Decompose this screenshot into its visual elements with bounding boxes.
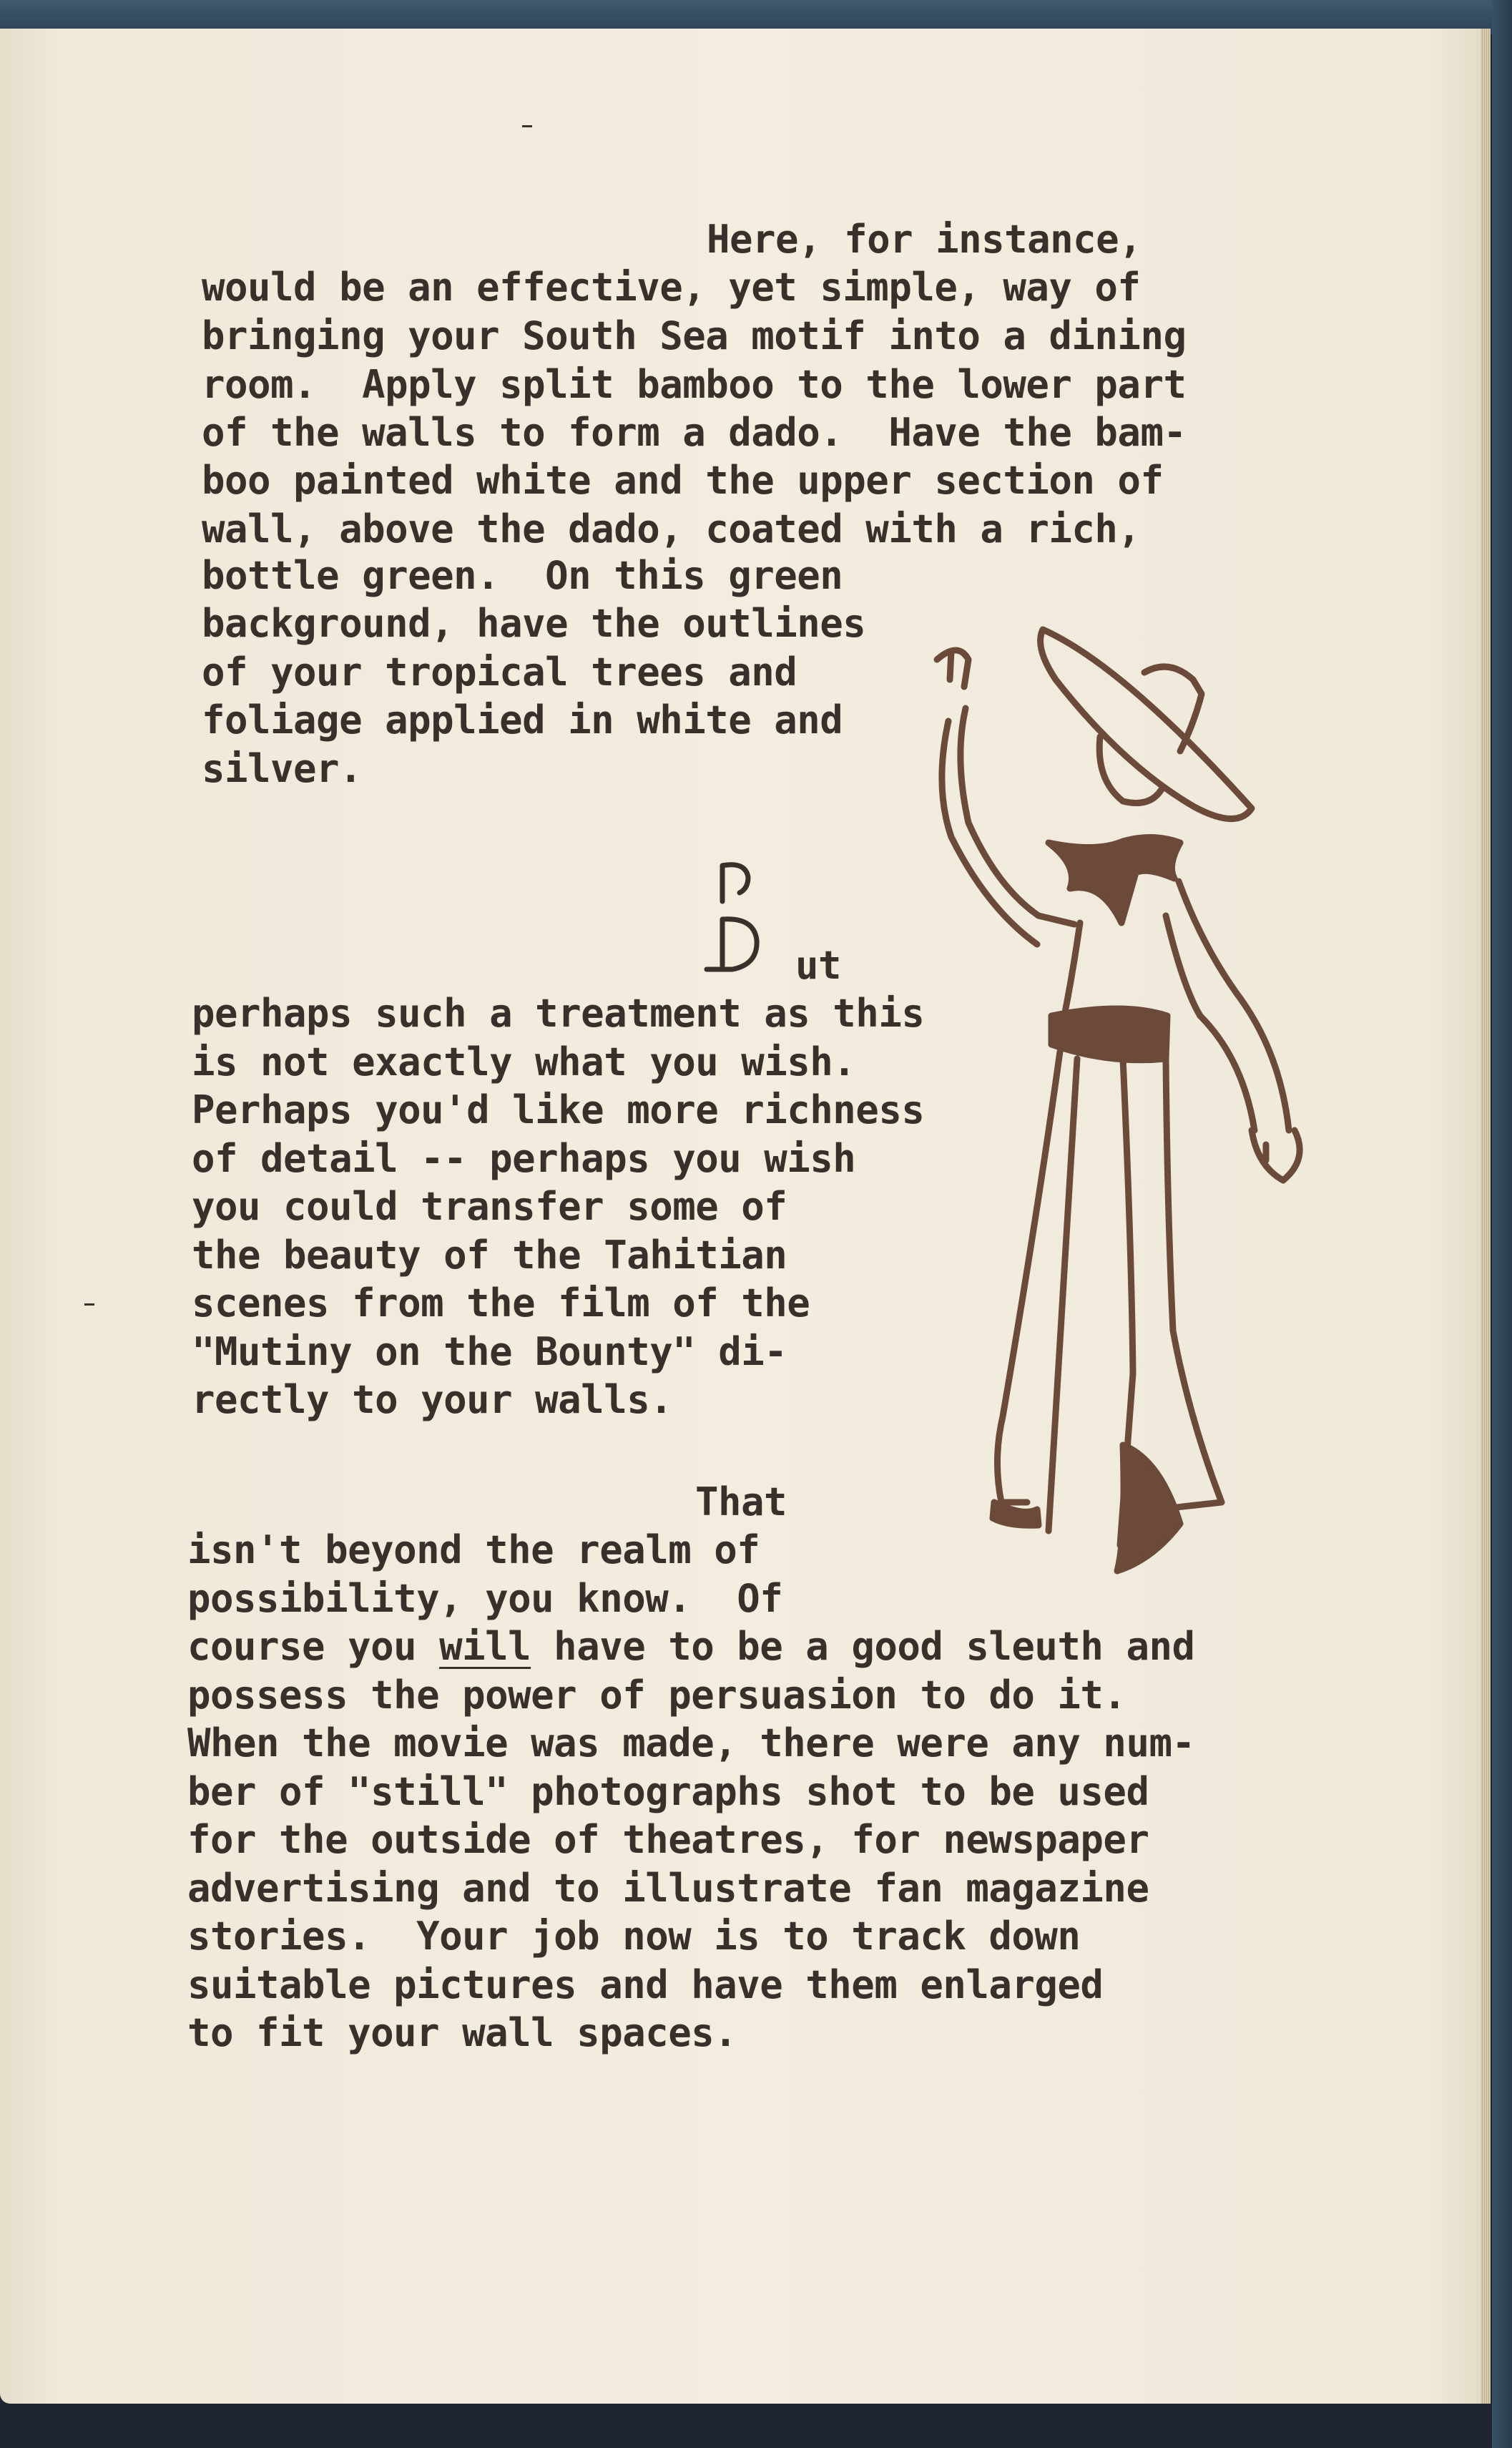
text-fragment: have to be a good sleuth and <box>531 1624 1195 1669</box>
drop-cap-b-icon <box>701 851 780 987</box>
text-line: perhaps such a treatment as this <box>192 991 925 1036</box>
text-line: boo painted white and the upper section of <box>202 458 1164 503</box>
text-line: isn't beyond the realm of <box>187 1527 760 1572</box>
text-line: to fit your wall spaces. <box>187 2010 737 2055</box>
text-line <box>187 1625 1194 1668</box>
text-line: advertising and to illustrate fan magazine <box>187 1866 1149 1911</box>
text-line: possess the power of persuasion to do it. <box>187 1673 1126 1718</box>
text-line: ber of "still" photographs shot to be used <box>187 1769 1149 1814</box>
text-line: bottle green. On this green <box>202 553 843 598</box>
book-cover-right-edge <box>1492 0 1512 2448</box>
text-line: the beauty of the Tahitian <box>192 1233 787 1278</box>
sailor-figure-icon <box>908 615 1309 1595</box>
text-line: suitable pictures and have them enlarged <box>187 1962 1104 2007</box>
text-line: That <box>695 1479 787 1524</box>
text-line: for the outside of theatres, for newspaper <box>187 1817 1149 1862</box>
text-line: you could transfer some of <box>192 1184 787 1229</box>
text-line: foliage applied in white and <box>202 697 843 743</box>
text-line: rectly to your walls. <box>192 1377 673 1422</box>
drop-cap-continuation: ut <box>795 943 842 988</box>
text-line: of your tropical trees and <box>202 650 797 695</box>
text-line: scenes from the film of the <box>192 1281 810 1326</box>
text-line: bringing your South Sea motif into a dining <box>202 313 1187 358</box>
text-line: "Mutiny on the Bounty" di- <box>192 1329 787 1374</box>
text-line: room. Apply split bamboo to the lower part <box>202 362 1187 407</box>
text-line: When the movie was made, there were any num- <box>187 1720 1195 1766</box>
underlined-word: will <box>439 1624 531 1669</box>
text-line: of the walls to form a dado. Have the bam- <box>202 410 1187 455</box>
page-mark <box>84 1303 94 1306</box>
text-line: of detail -- perhaps you wish <box>192 1136 856 1181</box>
page-stack-edge <box>1481 29 1491 2404</box>
text-line: would be an effective, yet simple, way of <box>202 265 1141 310</box>
text-line: Here, for instance, <box>707 217 1142 262</box>
text-line: is not exactly what you wish. <box>192 1039 856 1085</box>
text-line: background, have the outlines <box>202 601 866 646</box>
text-line: wall, above the dado, coated with a rich, <box>202 506 1141 552</box>
text-line: stories. Your job now is to track down <box>187 1914 1081 1959</box>
text-fragment: course you <box>187 1624 440 1669</box>
page-mark <box>522 125 532 127</box>
text-line: silver. <box>202 746 363 791</box>
text-line: Perhaps you'd like more richness <box>192 1087 925 1132</box>
text-line: possibility, you know. Of <box>187 1576 783 1621</box>
